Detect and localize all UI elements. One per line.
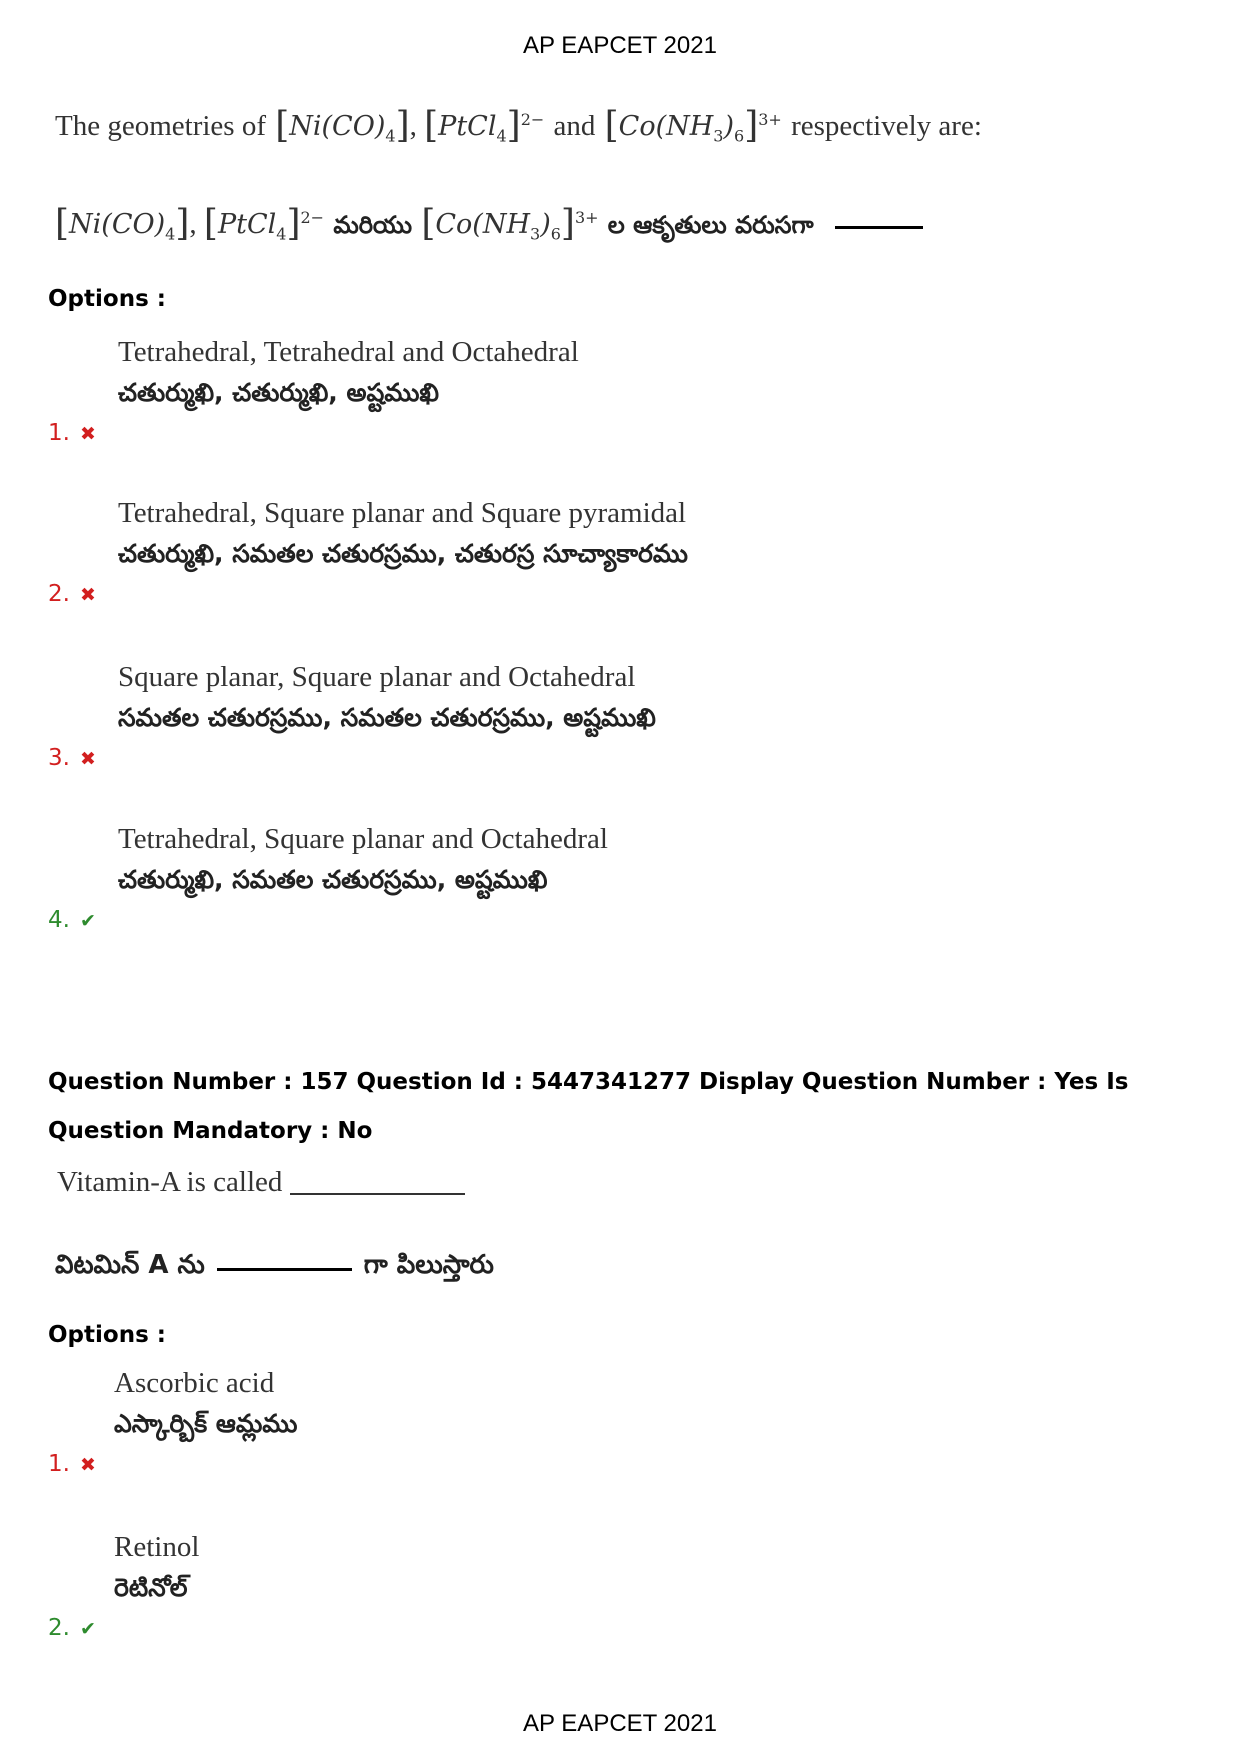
question-english-suffix: respectively are: bbox=[791, 110, 982, 142]
question-telugu-suffix: ల ఆకృతులు వరుసగా bbox=[607, 211, 814, 239]
option-telugu: చతుర్ముఖి, సమతల చతురస్రము, చతురస్ర సూచ్యాకారము bbox=[118, 539, 688, 568]
option-english: Tetrahedral, Square planar and Octahedral bbox=[118, 823, 608, 855]
option-number: 2. ✔ bbox=[48, 1615, 96, 1641]
option-item bbox=[48, 823, 1148, 933]
option-item bbox=[48, 497, 1148, 607]
option-item bbox=[48, 661, 1148, 771]
cross-icon: ✖ bbox=[79, 1454, 96, 1476]
question-telugu-suffix: గా పిలుస్తారు bbox=[363, 1250, 494, 1280]
page-footer: AP EAPCET 2021 bbox=[523, 1710, 717, 1737]
question-english: Vitamin-A is called bbox=[57, 1166, 283, 1198]
option-telugu: రెటినోల్ bbox=[114, 1573, 188, 1602]
option-number: 1. ✖ bbox=[48, 1451, 96, 1477]
cross-icon: ✖ bbox=[79, 423, 96, 445]
option-number: 4. ✔ bbox=[48, 907, 96, 933]
answer-blank bbox=[835, 226, 923, 229]
option-telugu: ఎస్కార్బిక్ ఆమ్లము bbox=[114, 1409, 298, 1438]
question-156-english: The geometries of $[Ni(CO)_4]$, [PtCl$_4$]$^{2-}$ and $[Co(NH_3)_6]^{3+}$ respectively are: bbox=[55, 105, 982, 146]
options-label: Options : bbox=[48, 1322, 166, 1348]
option-english: Retinol bbox=[114, 1531, 200, 1563]
formula-ptcl4: [PtCl$_4$]$^{2-}$ bbox=[203, 203, 325, 244]
question-meta: Question Number : 157 Question Id : 5447341277 Display Question Number : Yes Is Question Mandatory : No bbox=[48, 1069, 1129, 1144]
option-telugu: సమతల చతురస్రము, సమతల చతురస్రము, అష్టముఖి bbox=[118, 703, 656, 732]
formula-ptcl4: [PtCl$_4$]$^{2-}$ bbox=[424, 105, 545, 146]
option-english: Tetrahedral, Tetrahedral and Octahedral bbox=[118, 336, 579, 368]
option-english: Tetrahedral, Square planar and Square pyramidal bbox=[118, 497, 687, 529]
option-item bbox=[48, 1367, 1148, 1477]
question-156-telugu: $[Ni(CO)_4]$, [PtCl$_4$]$^{2-}$ మరియు $[Co(NH_3)_6]^{3+}$ ల ఆకృతులు వరుసగా bbox=[55, 206, 923, 245]
option-english: Ascorbic acid bbox=[114, 1367, 275, 1399]
question-english-prefix: The geometries of bbox=[55, 110, 266, 142]
answer-blank bbox=[290, 1193, 465, 1195]
check-icon: ✔ bbox=[79, 1618, 96, 1640]
page-header: AP EAPCET 2021 bbox=[523, 32, 717, 59]
option-number: 2. ✖ bbox=[48, 581, 96, 607]
question-telugu-prefix: విటమిన్ A ను bbox=[55, 1250, 205, 1280]
option-number: 3. ✖ bbox=[48, 745, 96, 771]
cross-icon: ✖ bbox=[79, 748, 96, 770]
option-item bbox=[48, 336, 1148, 446]
option-telugu: చతుర్ముఖి, చతుర్ముఖి, అష్టముఖి bbox=[118, 378, 440, 407]
formula-ni-co4: $[Ni(CO)_4]$ bbox=[55, 203, 190, 244]
answer-blank bbox=[217, 1268, 352, 1271]
formula-co-nh3-6: $[Co(NH_3)_6]^{3+}$ bbox=[421, 203, 599, 244]
question-telugu-and: మరియు bbox=[333, 211, 413, 239]
formula-co-nh3-6: $[Co(NH_3)_6]^{3+}$ bbox=[604, 105, 782, 146]
question-157-telugu bbox=[55, 1250, 494, 1286]
option-english: Square planar, Square planar and Octahedral bbox=[118, 661, 636, 693]
question-157-english bbox=[57, 1166, 465, 1199]
option-telugu: చతుర్ముఖి, సమతల చతురస్రము, అష్టముఖి bbox=[118, 865, 548, 894]
check-icon: ✔ bbox=[79, 910, 96, 932]
question-english-and: and bbox=[553, 110, 596, 142]
formula-ni-co4: $[Ni(CO)_4]$ bbox=[275, 105, 410, 146]
cross-icon: ✖ bbox=[79, 584, 96, 606]
option-item bbox=[48, 1531, 1148, 1641]
options-label: Options : bbox=[48, 286, 166, 312]
option-number: 1. ✖ bbox=[48, 420, 96, 446]
